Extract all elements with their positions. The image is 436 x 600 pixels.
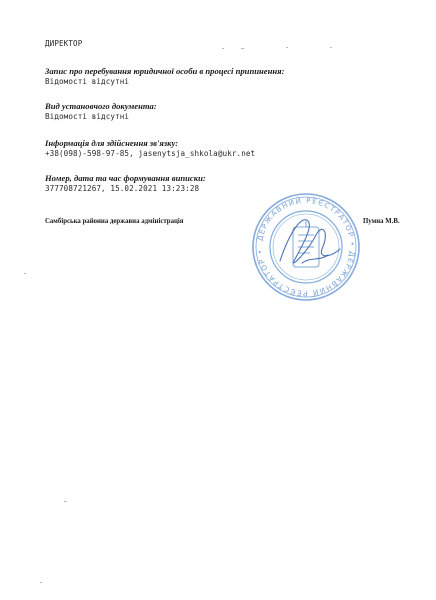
scan-speck [241, 48, 244, 49]
extract-number-value: 377708721267, 15.02.2021 13:23:28 [45, 184, 200, 193]
contact-info-value: +38(098)-598-97-85, jasenytsja_shkola@ukr.net [45, 149, 256, 158]
founding-document-value: Відомості відсутні [45, 112, 130, 121]
termination-record-value: Відомості відсутні [45, 77, 130, 86]
scan-speck [64, 501, 67, 502]
founding-document-label: Вид установчого документа: [45, 101, 157, 111]
registrar-name: Пумна М.В. [363, 218, 400, 225]
scan-speck [222, 48, 224, 49]
seal-ring-text: ДЕРЖАВНИЙ РЕЄСТРАТОР • ДЕРЖАВНИЙ РЕЄСТРАТОР • [254, 195, 358, 299]
termination-record-label: Запис про перебування юридичної особи в процесі припинення: [45, 66, 285, 76]
contact-info-label: Інформація для здійснення зв'язку: [45, 138, 179, 148]
extract-number-label: Номер, дата та час формування виписки: [45, 173, 206, 183]
scan-speck [330, 47, 332, 48]
scan-speck [286, 47, 288, 48]
scan-speck [24, 273, 26, 274]
authority-name: Самбірська районна державна адміністрація [45, 218, 184, 225]
scan-speck [40, 582, 42, 583]
position-title: ДИРЕКТОР [45, 39, 83, 48]
official-seal-stamp [250, 191, 362, 303]
